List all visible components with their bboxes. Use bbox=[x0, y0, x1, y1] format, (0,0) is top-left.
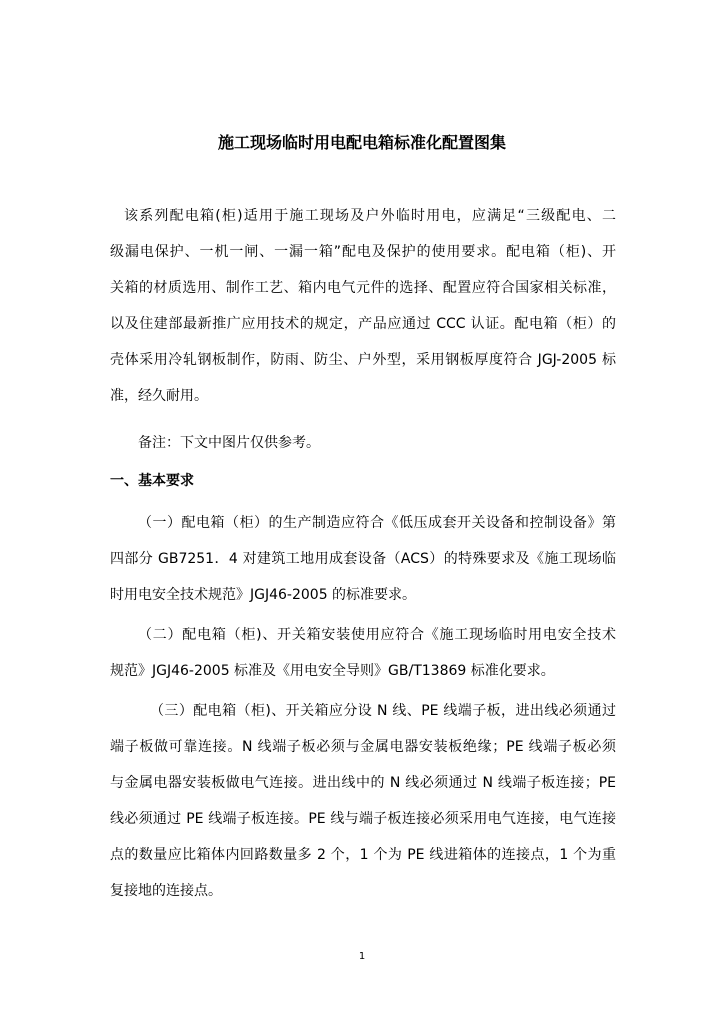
intro-line: 以及住建部最新推广应用技术的规定，产品应通过 CCC 认证。配电箱（柜）的 bbox=[110, 316, 616, 332]
intro-line: 级漏电保护、一机一闸、一漏一箱”配电及保护的使用要求。配电箱（柜)、开 bbox=[110, 244, 616, 260]
intro-line: 关箱的材质选用、制作工艺、箱内电气元件的选择、配置应符合国家相关标准， bbox=[110, 280, 616, 296]
requirement-item-3 bbox=[110, 693, 616, 909]
requirement-item-1 bbox=[110, 505, 616, 613]
item-line: 点的数量应比箱体内回路数量多 2 个，1 个为 PE 线进箱体的连接点，1 个为重 bbox=[110, 847, 616, 863]
item-line: 四部分 GB7251．4 对建筑工地用成套设备（ACS）的特殊要求及《施工现场临 bbox=[110, 551, 616, 567]
intro-line: 该系列配电箱(柜)适用于施工现场及户外临时用电，应满足“三级配电、二 bbox=[124, 208, 616, 224]
intro-line: 壳体采用冷轧钢板制作，防雨、防尘、户外型，采用钢板厚度符合 JGJ-2005 标 bbox=[110, 352, 616, 368]
note-paragraph bbox=[110, 425, 616, 461]
item-line: 线必须通过 PE 线端子板连接。PE 线与端子板连接必须采用电气连接，电气连接 bbox=[110, 811, 616, 827]
item-line: 端子板做可靠连接。N 线端子板必须与金属电器安装板绝缘；PE 线端子板必须 bbox=[110, 739, 616, 755]
item-line: 规范》JGJ46-2005 标准及《用电安全导则》GB/T13869 标准化要求。 bbox=[110, 663, 555, 679]
item-line: 与金属电器安装板做电气连接。进出线中的 N 线必须通过 N 线端子板连接；PE bbox=[110, 775, 616, 791]
note-text: 备注：下文中图片仅供参考。 bbox=[138, 435, 320, 451]
item-line: （二）配电箱（柜)、开关箱安装使用应符合《施工现场临时用电安全技术 bbox=[138, 627, 616, 643]
item-line: （一）配电箱（柜）的生产制造应符合《低压成套开关设备和控制设备》第 bbox=[138, 515, 616, 531]
intro-paragraph bbox=[110, 198, 616, 414]
item-line: 时用电安全技术规范》JGJ46-2005 的标准要求。 bbox=[110, 587, 417, 603]
page-number: 1 bbox=[358, 951, 366, 962]
section-heading: 一、基本要求 bbox=[110, 473, 194, 489]
item-line: 复接地的连接点。 bbox=[110, 883, 222, 899]
intro-line: 准，经久耐用。 bbox=[110, 388, 208, 404]
item-line: （三）配电箱（柜)、开关箱应分设 N 线、PE 线端子板，进出线必须通过 bbox=[150, 703, 616, 719]
requirement-item-2 bbox=[110, 617, 616, 689]
document-title: 施工现场临时用电配电箱标准化配置图集 bbox=[217, 133, 506, 152]
